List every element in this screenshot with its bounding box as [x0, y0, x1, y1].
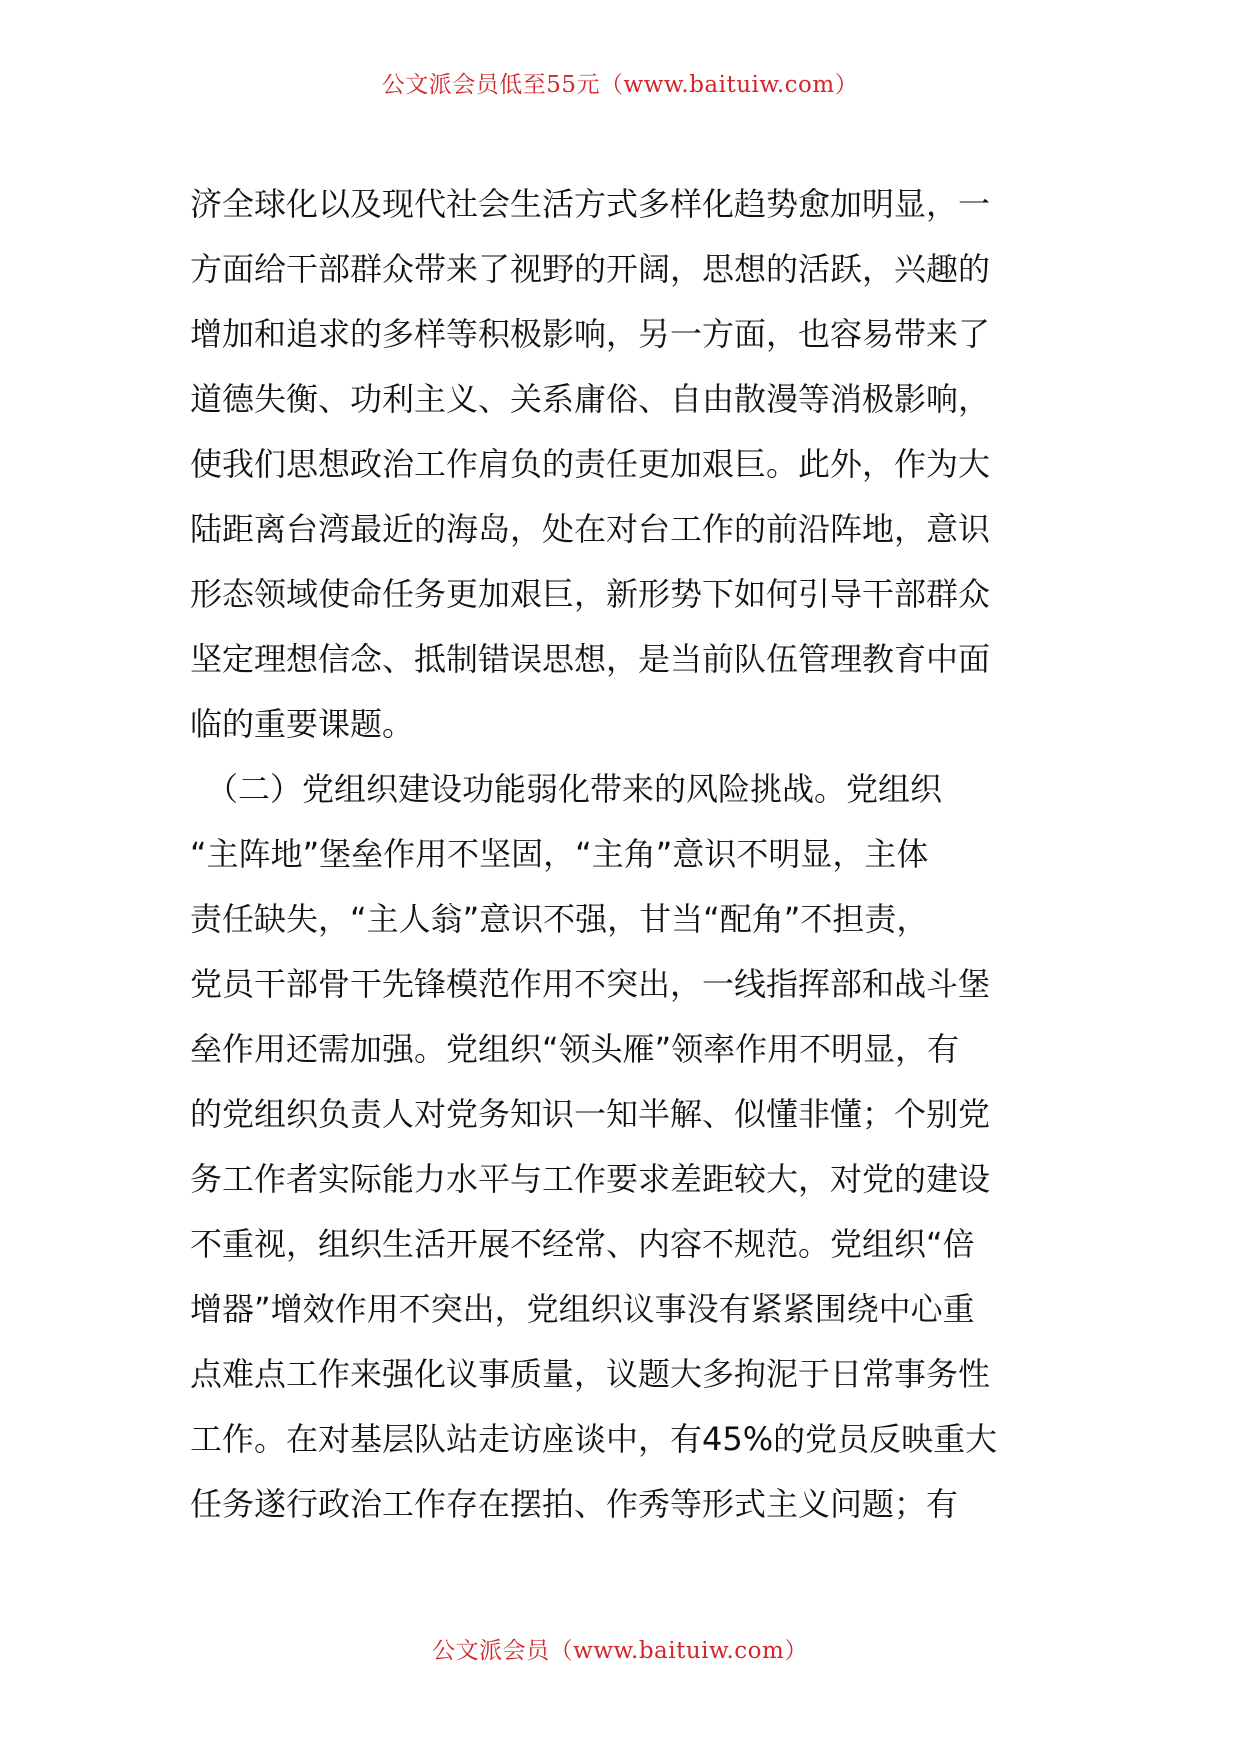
- text-line: 责任缺失，“主人翁”意识不强，甘当“配角”不担责，: [190, 900, 929, 938]
- text-line: 任务遂行政治工作存在摆拍、作秀等形式主义问题；有: [190, 1485, 959, 1523]
- text-line: 不重视，组织生活开展不经常、内容不规范。党组织“倍: [190, 1225, 975, 1263]
- text-line: 临的重要课题。: [190, 705, 415, 743]
- text-line: 济全球化以及现代社会生活方式多样化趋势愈加明显，一: [190, 185, 991, 223]
- text-line: 坚定理想信念、抵制错误思想，是当前队伍管理教育中面: [190, 640, 991, 678]
- watermark-footer: 公文派会员（www.baituiw.com）: [432, 1638, 808, 1664]
- text-line: 增加和追求的多样等积极影响，另一方面，也容易带来了: [190, 315, 991, 353]
- text-line: 务工作者实际能力水平与工作要求差距较大，对党的建设: [190, 1160, 991, 1198]
- text-line: 使我们思想政治工作肩负的责任更加艰巨。此外，作为大: [190, 445, 991, 483]
- text-line: “主阵地”堡垒作用不坚固，“主角”意识不明显，主体: [190, 835, 929, 873]
- text-line: 党员干部骨干先锋模范作用不突出，一线指挥部和战斗堡: [190, 965, 991, 1003]
- text-line: 方面给干部群众带来了视野的开阔，思想的活跃，兴趣的: [190, 250, 991, 288]
- text-line: 工作。在对基层队站走访座谈中，有45%的党员反映重大: [190, 1420, 998, 1458]
- text-line: 的党组织负责人对党务知识一知半解、似懂非懂；个别党: [190, 1095, 991, 1133]
- text-line: 道德失衡、功利主义、关系庸俗、自由散漫等消极影响，: [190, 380, 991, 418]
- document-body: [190, 172, 1070, 1537]
- text-line: 垒作用还需加强。党组织“领头雁”领率作用不明显，有: [190, 1030, 960, 1068]
- text-line: 增器”增效作用不突出，党组织议事没有紧紧围绕中心重: [190, 1290, 975, 1328]
- section-heading-line: （二）党组织建设功能弱化带来的风险挑战。党组织: [190, 770, 943, 808]
- watermark-header: 公文派会员低至55元（www.baituiw.com）: [381, 72, 859, 98]
- text-line: 形态领域使命任务更加艰巨，新形势下如何引导干部群众: [190, 575, 991, 613]
- text-line: 陆距离台湾最近的海岛，处在对台工作的前沿阵地，意识: [190, 510, 991, 548]
- text-line: 点难点工作来强化议事质量，议题大多拘泥于日常事务性: [190, 1355, 991, 1393]
